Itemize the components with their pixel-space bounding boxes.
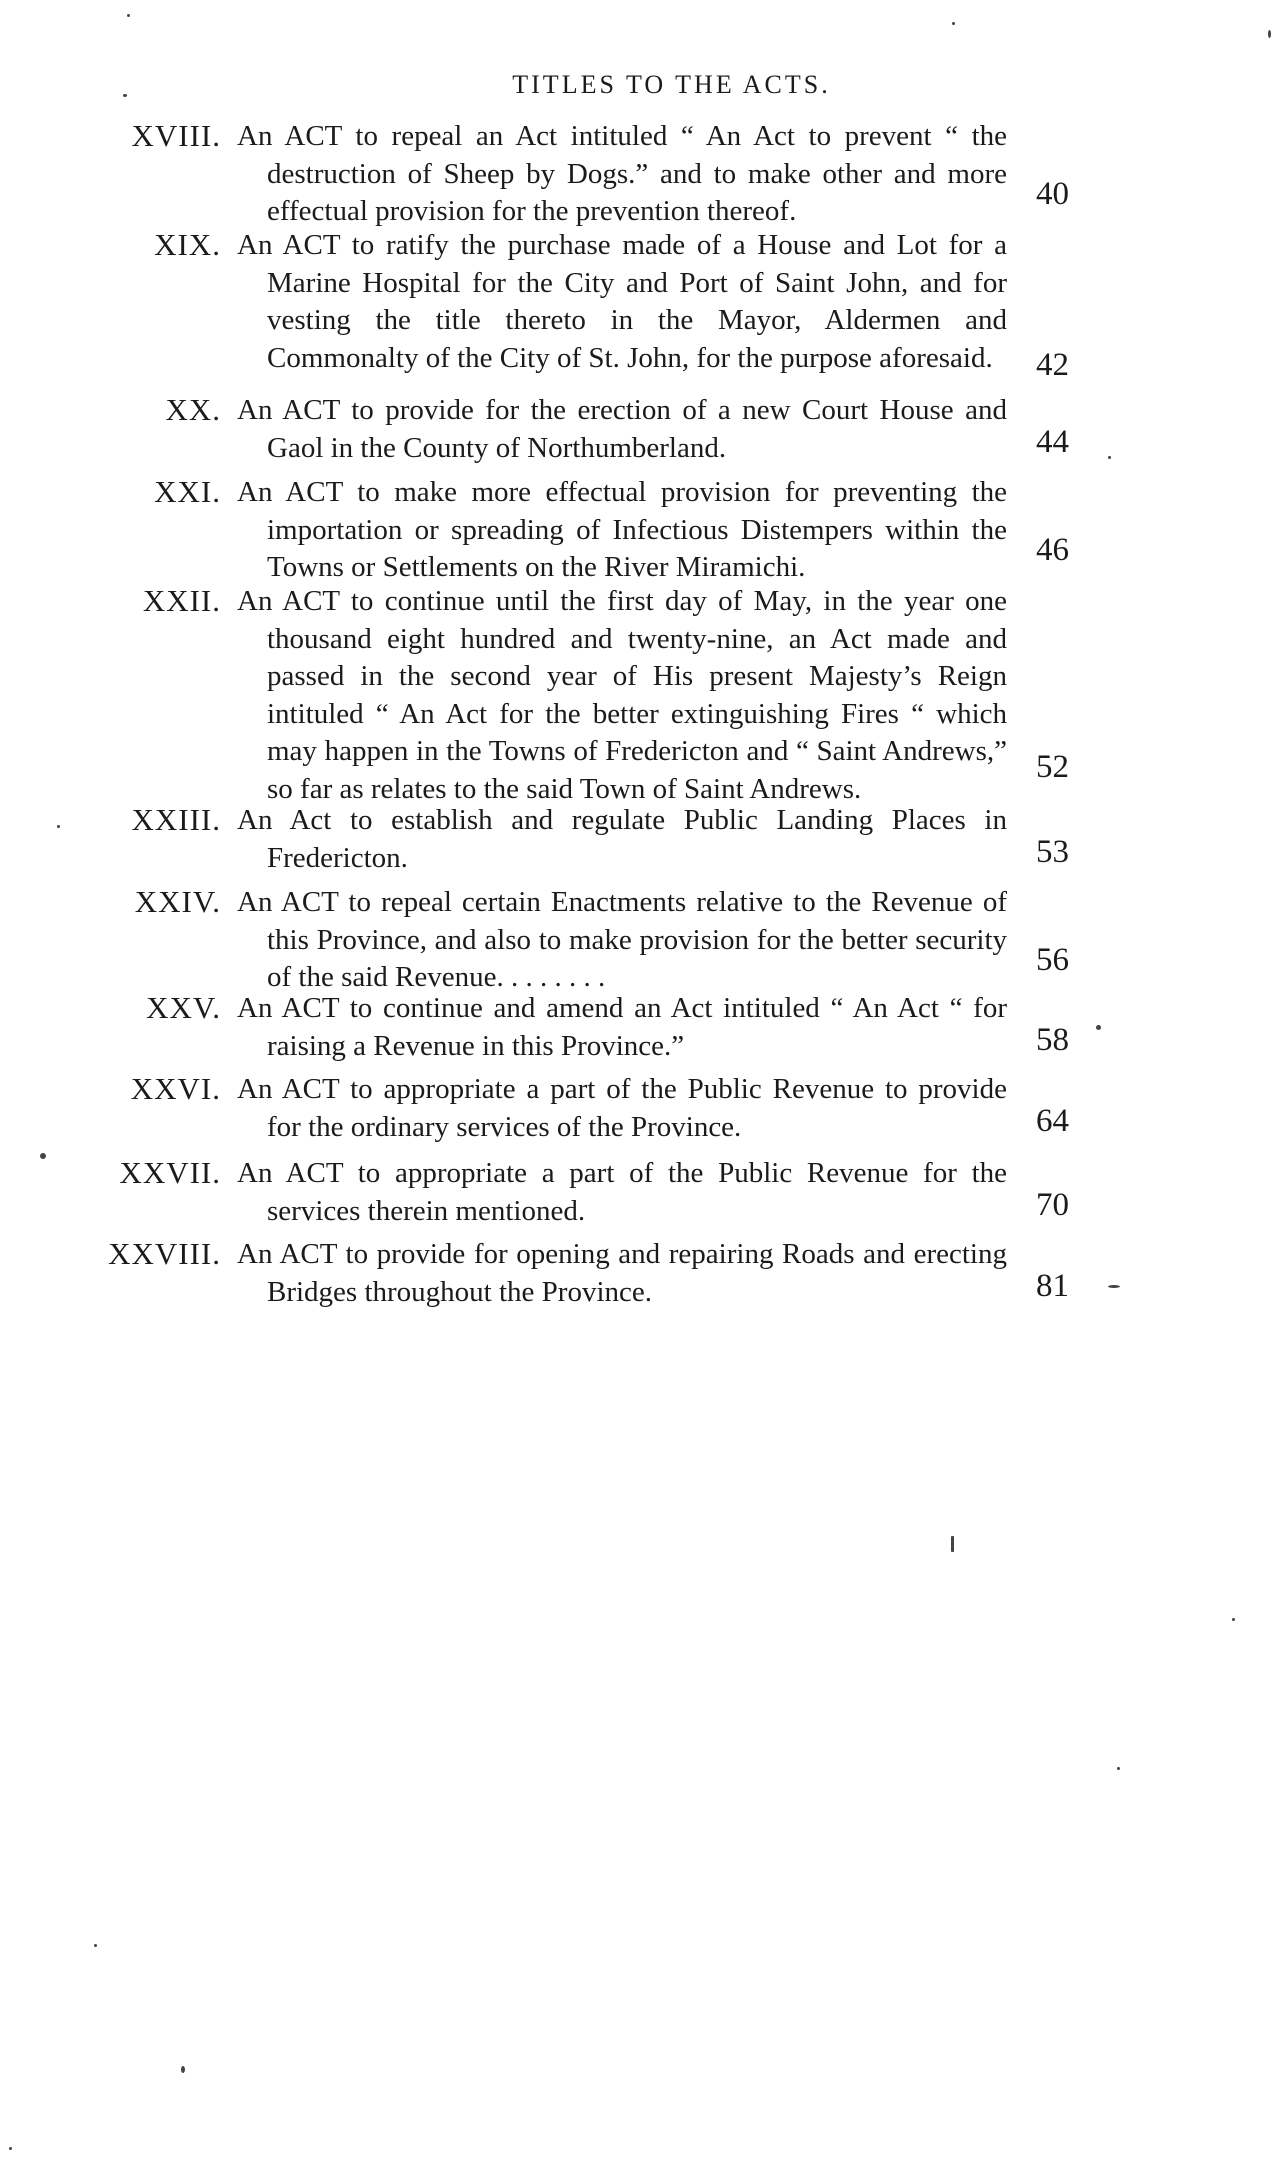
act-title: An ACT to make more effectual provision for preventing the importation or spreading of Infectious Distempers within the Towns or Settlements on the River Miramichi. — [237, 476, 1007, 583]
act-numeral: XXII. — [142, 583, 221, 618]
act-numeral: XXVII. — [119, 1155, 221, 1190]
scan-speck — [1232, 1618, 1235, 1621]
act-numeral: XX. — [165, 392, 221, 427]
page-number: 70 — [1036, 1187, 1069, 1223]
act-numeral: XVIII. — [131, 118, 221, 153]
page-number: 58 — [1036, 1022, 1069, 1058]
page-number: 42 — [1036, 347, 1069, 383]
act-title: An ACT to continue until the first day of May, in the year one thousand eight hundred and twenty-nine, an Act made and passed in the second year of His present Majesty’s Reign intituled “ An Act for the better extinguishing Fires “ which may happen in the Towns of Fredericton and “ Saint Andrews,” so far as relates to the said Town of Saint Andrews. — [237, 585, 1007, 805]
act-numeral: XXVI. — [130, 1071, 221, 1106]
act-numeral: XXVIII. — [108, 1236, 221, 1271]
act-numeral: XXIV. — [134, 884, 221, 919]
act-title: An ACT to ratify the purchase made of a House and Lot for a Marine Hospital for the City and Port of Saint John, and for vesting the title thereto in the Mayor, Aldermen and Commonalty of the City of St. John, for the purpose aforesaid. — [237, 229, 1007, 374]
scan-speck — [1108, 456, 1111, 459]
scan-speck — [1117, 1767, 1120, 1770]
scan-speck — [181, 2066, 185, 2073]
scan-speck — [123, 94, 127, 97]
act-title: An ACT to provide for the erection of a new Court House and Gaol in the County of Northumberland. — [237, 394, 1007, 464]
scan-speck — [1108, 1285, 1120, 1288]
act-numeral: XXV. — [146, 990, 221, 1025]
scan-speck — [1268, 30, 1271, 38]
scan-speck — [127, 14, 130, 17]
page-number: 44 — [1036, 424, 1069, 460]
scan-speck — [40, 1153, 46, 1159]
act-numeral: XXIII. — [131, 802, 221, 837]
page-number: 53 — [1036, 834, 1069, 870]
page-number: 46 — [1036, 532, 1069, 568]
page-number: 56 — [1036, 942, 1069, 978]
act-numeral: XXI. — [154, 474, 221, 509]
scan-speck — [9, 2147, 12, 2150]
act-title: An ACT to continue and amend an Act intituled “ An Act “ for raising a Revenue in this Province.” — [237, 992, 1007, 1062]
page-number: 81 — [1036, 1268, 1069, 1304]
act-title: An ACT to appropriate a part of the Public Revenue for the services therein mentioned. — [237, 1157, 1007, 1227]
act-title: An ACT to repeal certain Enactments relative to the Revenue of this Province, and also to make provision for the better security of the said Revenue. . . . . . . . — [237, 886, 1007, 993]
scan-speck — [94, 1944, 97, 1947]
scan-speck — [951, 1536, 954, 1552]
page-number: 64 — [1036, 1103, 1069, 1139]
page-number: 52 — [1036, 749, 1069, 785]
act-title: An ACT to repeal an Act intituled “ An Act to prevent “ the destruction of Sheep by Dogs.” and to make other and more effectual provision for the prevention thereof. — [237, 120, 1007, 227]
scan-speck — [1096, 1025, 1101, 1030]
page-number: 40 — [1036, 176, 1069, 212]
scan-speck — [952, 22, 955, 25]
act-title: An ACT to provide for opening and repairing Roads and erecting Bridges throughout the Province. — [237, 1238, 1007, 1308]
running-head: TITLES TO THE ACTS. — [512, 70, 831, 99]
act-numeral: XIX. — [154, 227, 221, 262]
scan-speck — [57, 825, 60, 828]
act-title: An Act to establish and regulate Public Landing Places in Fredericton. — [237, 804, 1007, 874]
act-title: An ACT to appropriate a part of the Public Revenue to provide for the ordinary services of the Province. — [237, 1073, 1007, 1143]
